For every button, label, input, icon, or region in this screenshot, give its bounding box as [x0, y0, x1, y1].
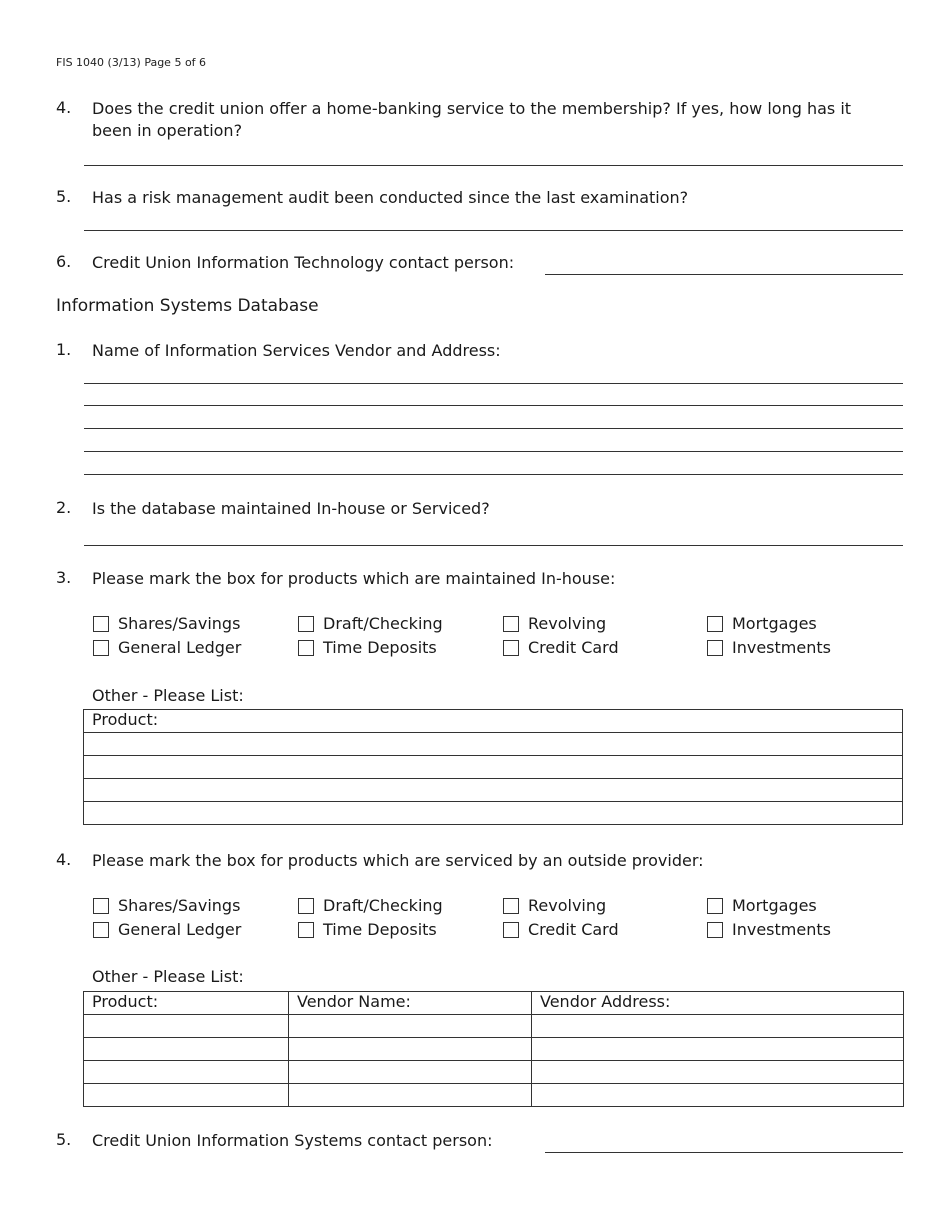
question-number: 1. — [56, 340, 72, 359]
checkbox-box[interactable] — [707, 922, 723, 938]
checkbox-box[interactable] — [298, 640, 314, 656]
outside-other-table — [83, 991, 904, 1107]
checkbox-label: Draft/Checking — [323, 896, 443, 915]
inhouse-other-table — [83, 709, 903, 825]
checkbox-inhouse-revolving[interactable] — [503, 614, 606, 633]
checkbox-label: Shares/Savings — [118, 896, 241, 915]
table-cell[interactable] — [84, 733, 903, 756]
answer-line-is-contact[interactable] — [545, 1152, 903, 1153]
question-number: 5. — [56, 1130, 72, 1149]
checkbox-label: Revolving — [528, 614, 607, 633]
table-header-product: Product: — [84, 710, 903, 733]
answer-line-vendor-5[interactable] — [84, 474, 903, 475]
table-header-product: Product: — [84, 992, 289, 1015]
checkbox-label: General Ledger — [118, 638, 242, 657]
checkbox-box[interactable] — [503, 616, 519, 632]
question-outside-products: Please mark the box for products which are serviced by an outside provider: — [92, 851, 704, 870]
checkbox-label: Mortgages — [732, 896, 817, 915]
question-number: 4. — [56, 850, 72, 869]
table-cell[interactable] — [84, 1038, 289, 1061]
checkbox-label: Time Deposits — [323, 920, 437, 939]
question-number: 2. — [56, 498, 72, 517]
checkbox-inhouse-investments[interactable] — [707, 638, 831, 657]
question-vendor-address: Name of Information Services Vendor and Address: — [92, 341, 501, 360]
checkbox-inhouse-general-ledger[interactable] — [93, 638, 241, 657]
checkbox-box[interactable] — [503, 922, 519, 938]
table-cell[interactable] — [84, 802, 903, 825]
table-cell[interactable] — [532, 1015, 904, 1038]
question-number: 5. — [56, 187, 72, 206]
table-cell[interactable] — [84, 1015, 289, 1038]
checkbox-outside-draft-checking[interactable] — [298, 896, 443, 915]
checkbox-label: Credit Card — [528, 920, 619, 939]
checkbox-outside-time-deposits[interactable] — [298, 920, 437, 939]
checkbox-outside-revolving[interactable] — [503, 896, 606, 915]
answer-line-vendor-4[interactable] — [84, 451, 903, 452]
checkbox-box[interactable] — [298, 898, 314, 914]
checkbox-box[interactable] — [93, 616, 109, 632]
table-cell[interactable] — [532, 1061, 904, 1084]
checkbox-outside-investments[interactable] — [707, 920, 831, 939]
table-cell[interactable] — [84, 779, 903, 802]
answer-line-vendor-1[interactable] — [84, 383, 903, 384]
checkbox-label: Draft/Checking — [323, 614, 443, 633]
question-number: 3. — [56, 568, 72, 587]
table-cell[interactable] — [289, 1015, 532, 1038]
question-inhouse-products: Please mark the box for products which are maintained In-house: — [92, 569, 616, 588]
form-id: FIS 1040 (3/13) Page 5 of 6 — [56, 56, 207, 69]
checkbox-box[interactable] — [298, 616, 314, 632]
checkbox-inhouse-time-deposits[interactable] — [298, 638, 437, 657]
question-it-contact: Credit Union Information Technology contact person: — [92, 253, 515, 272]
question-number: 6. — [56, 252, 72, 271]
checkbox-outside-general-ledger[interactable] — [93, 920, 241, 939]
answer-line-inhouse-serviced[interactable] — [84, 545, 903, 546]
section-title: Information Systems Database — [56, 296, 319, 316]
checkbox-inhouse-credit-card[interactable] — [503, 638, 619, 657]
table-cell[interactable] — [532, 1084, 904, 1107]
question-home-banking: Does the credit union offer a home-banking service to the membership? If yes, how long has it been in operation? — [92, 99, 852, 140]
question-number: 4. — [56, 98, 72, 117]
table-cell[interactable] — [84, 1084, 289, 1107]
checkbox-box[interactable] — [707, 616, 723, 632]
table-cell[interactable] — [289, 1038, 532, 1061]
checkbox-box[interactable] — [503, 640, 519, 656]
checkbox-label: General Ledger — [118, 920, 242, 939]
checkbox-inhouse-draft-checking[interactable] — [298, 614, 443, 633]
checkbox-box[interactable] — [93, 922, 109, 938]
checkbox-outside-mortgages[interactable] — [707, 896, 817, 915]
answer-line-vendor-3[interactable] — [84, 428, 903, 429]
checkbox-box[interactable] — [93, 898, 109, 914]
answer-line-vendor-2[interactable] — [84, 405, 903, 406]
checkbox-label: Time Deposits — [323, 638, 437, 657]
checkbox-label: Shares/Savings — [118, 614, 241, 633]
answer-line-risk-audit[interactable] — [84, 230, 903, 231]
other-list-label: Other - Please List: — [92, 686, 244, 705]
table-cell[interactable] — [532, 1038, 904, 1061]
table-cell[interactable] — [84, 756, 903, 779]
checkbox-outside-credit-card[interactable] — [503, 920, 619, 939]
other-list-label: Other - Please List: — [92, 967, 244, 986]
checkbox-inhouse-shares-savings[interactable] — [93, 614, 240, 633]
table-header-vendor-name: Vendor Name: — [289, 992, 532, 1015]
answer-line-home-banking[interactable] — [84, 165, 903, 166]
question-is-contact: Credit Union Information Systems contact person: — [92, 1131, 493, 1150]
table-header-vendor-address: Vendor Address: — [532, 992, 904, 1015]
checkbox-inhouse-mortgages[interactable] — [707, 614, 817, 633]
checkbox-box[interactable] — [707, 640, 723, 656]
table-cell[interactable] — [289, 1084, 532, 1107]
checkbox-label: Investments — [732, 638, 831, 657]
table-cell[interactable] — [289, 1061, 532, 1084]
question-risk-audit: Has a risk management audit been conducted since the last examination? — [92, 188, 689, 207]
checkbox-label: Investments — [732, 920, 831, 939]
checkbox-box[interactable] — [93, 640, 109, 656]
checkbox-label: Credit Card — [528, 638, 619, 657]
checkbox-label: Mortgages — [732, 614, 817, 633]
checkbox-box[interactable] — [707, 898, 723, 914]
table-cell[interactable] — [84, 1061, 289, 1084]
checkbox-box[interactable] — [503, 898, 519, 914]
checkbox-outside-shares-savings[interactable] — [93, 896, 240, 915]
answer-line-it-contact[interactable] — [545, 274, 903, 275]
checkbox-label: Revolving — [528, 896, 607, 915]
question-inhouse-serviced: Is the database maintained In-house or Serviced? — [92, 499, 490, 518]
checkbox-box[interactable] — [298, 922, 314, 938]
